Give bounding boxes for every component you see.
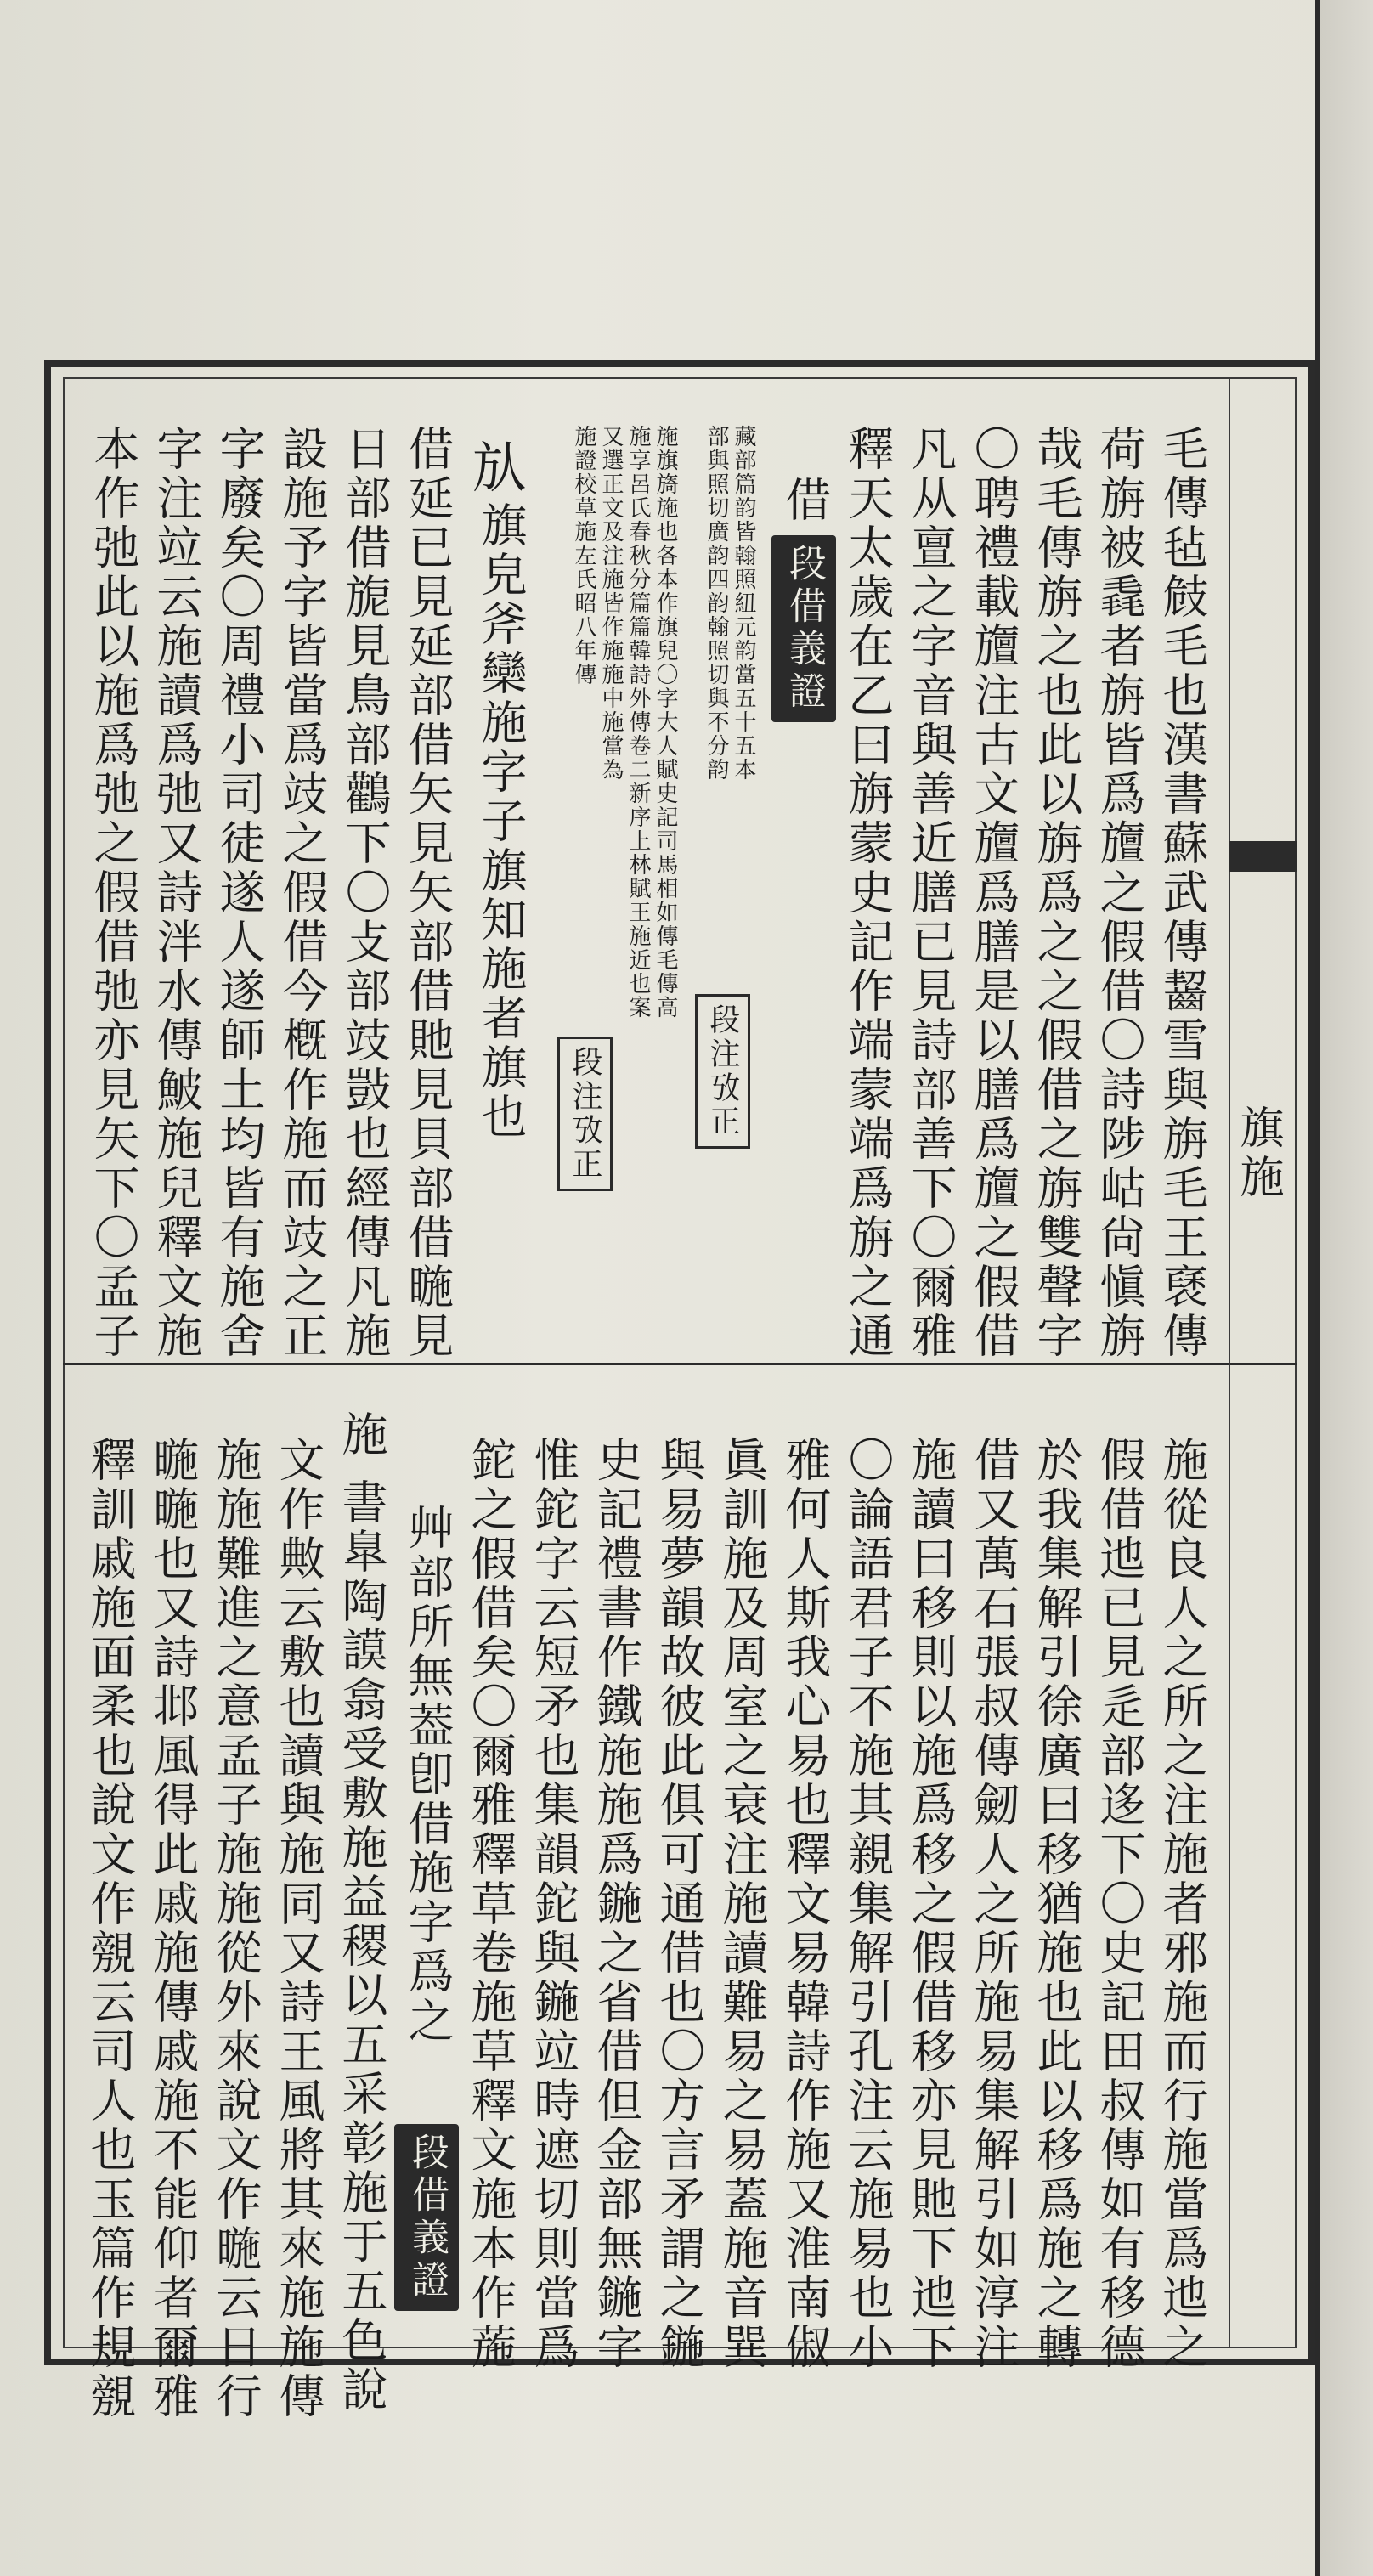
bottom-column-14-head: 施: [335, 1410, 388, 1460]
bottom-column-13: 艸部所無葢卽借施字爲之: [401, 1504, 455, 2046]
bottom-column-8: 眞訓施及周室之衰注施讀難易之易蓋施音巽: [715, 1436, 769, 2372]
top-column-13: 字注竝云施讀爲弛又詩泮水傳鮍施兒釋文施: [150, 425, 203, 1361]
top-column-3: 哉毛傳旃之也此以旃爲之之假借之旃雙聲字: [1030, 425, 1083, 1361]
annotation-badge-2: 段注攷正: [557, 1037, 613, 1191]
bottom-column-10: 史記禮書作鐵施施爲鍦之省借但金部無鍦字: [590, 1436, 643, 2372]
top-note-4: 施享呂氏春秋分篇篇韓詩外傳卷二新序上林賦王施近也案: [625, 425, 651, 1020]
register-divider: [63, 1363, 1297, 1365]
bottom-column-7: 雅何人斯我心易也釋文易韓詩作施又淮南俶: [778, 1436, 832, 2372]
top-column-6: 釋天太歲在乙曰旃蒙史記作端蒙端爲旃之通: [841, 425, 895, 1361]
loan-meaning-badge-top: 段借義證: [771, 535, 836, 722]
top-column-5: 凡从亶之字音與善近膳已見詩部善下〇爾雅: [904, 425, 958, 1361]
top-column-10: 日部借旎見鳥部鸛下〇攴部攱敱也經傳凡施: [338, 425, 392, 1361]
top-column-12: 字廢矣〇周禮小司徒遂人遂師土均皆有施舍: [212, 425, 266, 1361]
top-note-5: 又選正文及注施皆作施施中施當為: [598, 425, 624, 782]
bottom-column-15: 文作敟云敷也讀與施同又詩王風將其來施施傳: [272, 1436, 325, 2421]
bottom-column-17: 暆暆也又詩邶風得此戚施傳戚施不能仰者爾雅: [146, 1436, 200, 2421]
top-note-1: 藏部篇韵皆翰照紐元韵當五十五本: [731, 425, 756, 782]
bottom-column-11: 惟鉈字云短矛也集韻鉈與鍦竝時遮切則當爲: [527, 1436, 580, 2372]
bottom-column-6: 〇論語君子不施其親集解引孔注云施易也小: [841, 1436, 895, 2372]
top-note-3: 施旗旖施也各本作旗兒〇字大人賦史記司馬相如傳毛傳高: [653, 425, 678, 1020]
bottom-column-16: 施施難進之意孟子施施從外來說文作暆云日行: [209, 1436, 263, 2421]
top-column-2: 荷旃被毳者旃皆爲旜之假借〇詩陟岵尙愼旃: [1093, 425, 1146, 1361]
annotation-badge-1: 段注攷正: [695, 994, 750, 1149]
bottom-column-18: 釋訓戚施面柔也說文作覫云司人也玉篇作規覫: [83, 1436, 137, 2421]
fishtail-mark: [1229, 841, 1297, 872]
bottom-column-14: 書臯陶謨翕受敷施益稷以五采彰施于五色說: [335, 1478, 388, 2415]
top-column-14: 本作弛此以施爲弛之假借弛亦見矢下〇孟子: [87, 425, 140, 1361]
top-column-7-head: 借: [778, 476, 832, 525]
top-column-9: 借延已見延部借矢見矢部借貤見貝部借暆見: [401, 425, 455, 1361]
top-column-11: 設施予字皆當爲攱之假借今槪作施而攱之正: [275, 425, 329, 1361]
margin-banner: [1229, 379, 1297, 2347]
bottom-column-3: 於我集解引徐廣曰移猶施也此以移爲施之轉: [1030, 1436, 1083, 2372]
top-note-2: 部與照切廣韵四韵翰照切與不分韵: [703, 425, 729, 782]
top-column-8: 旗皃斧欒施字子旗知施者旗也: [474, 501, 528, 1142]
bottom-column-12: 鉈之假借矣〇爾雅釋草卷施草釋文施本作葹: [464, 1436, 517, 2372]
top-column-1: 毛傳毡㩻毛也漢書蘇武傳齧雪與旃毛王褎傳: [1155, 425, 1209, 1361]
book-spine: [1315, 0, 1373, 2576]
loan-meaning-badge-bottom: 段借義證: [394, 2124, 459, 2311]
top-note-6: 施證校草施左氏昭八年傳: [571, 425, 596, 686]
bottom-column-2: 假借迆已見辵部迻下〇史記田叔傳如有移德: [1093, 1436, 1146, 2372]
seal-script-character: 㫃: [472, 438, 527, 500]
bottom-column-5: 施讀曰移則以施爲移之假借移亦見貤下迆下: [904, 1436, 958, 2372]
bottom-column-1: 施從良人之所之注施者邪施而行施當爲迆之: [1155, 1436, 1209, 2372]
bottom-column-9: 與易夢韻故彼此俱可通借也〇方言矛謂之鍦: [653, 1436, 706, 2372]
banner-title: 旗施: [1232, 1104, 1283, 1203]
top-column-4: 〇聘禮載旜注古文旜爲膳是以膳爲旜之假借: [967, 425, 1020, 1361]
bottom-column-4: 借又萬石張叔傳劒人之所施易集解引如淳注: [967, 1436, 1020, 2372]
